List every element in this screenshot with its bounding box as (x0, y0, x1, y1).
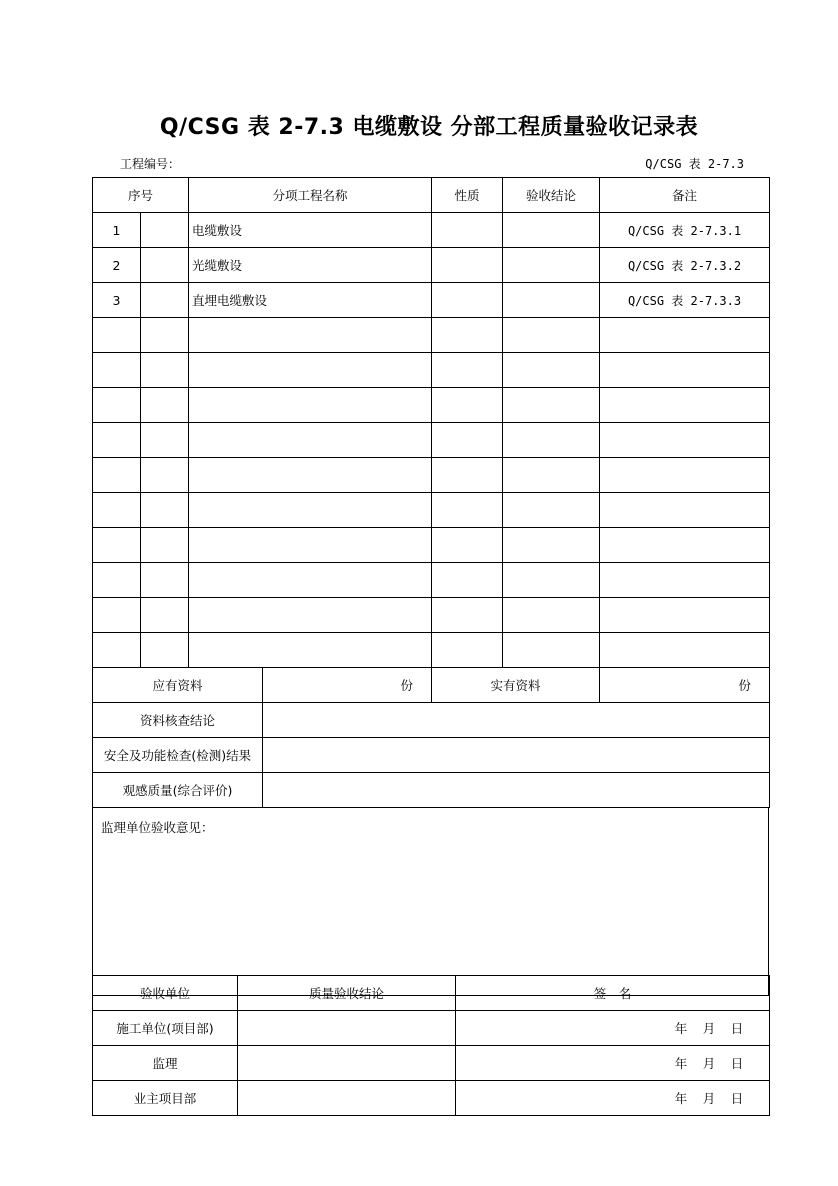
row-number[interactable] (93, 633, 141, 668)
header-no: 序号 (93, 178, 189, 213)
row-note[interactable] (600, 563, 770, 598)
row-sub-number[interactable] (141, 353, 189, 388)
year-label: 年 (674, 1021, 688, 1036)
signoff-header-unit: 验收单位 (93, 976, 238, 1011)
table-row (93, 423, 770, 458)
form-code: Q/CSG 表 2-7.3 (645, 157, 744, 171)
row-sub-number[interactable] (141, 213, 189, 248)
row-sub-number[interactable] (141, 388, 189, 423)
row-nature[interactable] (432, 598, 503, 633)
unit-label: 份 (400, 678, 413, 693)
year-label: 年 (674, 1091, 688, 1106)
header-conclusion: 验收结论 (503, 178, 600, 213)
row-note[interactable] (600, 458, 770, 493)
row-number: 3 (93, 283, 141, 318)
table-row (93, 563, 770, 598)
signoff-signature-field[interactable] (456, 1081, 770, 1116)
row-name[interactable] (189, 388, 432, 423)
row-number[interactable] (93, 528, 141, 563)
month-label: 月 (702, 1056, 716, 1071)
doc-check-label: 资料核查结论 (93, 703, 263, 738)
row-note: Q/CSG 表 2-7.3.3 (600, 283, 770, 318)
row-name[interactable] (189, 598, 432, 633)
row-sub-number[interactable] (141, 528, 189, 563)
row-note[interactable] (600, 493, 770, 528)
signoff-conclusion-field[interactable] (238, 1046, 456, 1081)
row-number[interactable] (93, 493, 141, 528)
row-number[interactable] (93, 598, 141, 633)
signoff-unit: 监理 (93, 1046, 238, 1081)
opinion-table (92, 807, 769, 996)
header-nature: 性质 (432, 178, 503, 213)
sub-project-table (92, 177, 770, 668)
row-conclusion[interactable] (503, 318, 600, 353)
row-conclusion[interactable] (503, 528, 600, 563)
row-nature[interactable] (432, 353, 503, 388)
safety-check-field[interactable] (263, 738, 770, 773)
row-conclusion[interactable] (503, 493, 600, 528)
row-name: 光缆敷设 (189, 248, 432, 283)
row-number[interactable] (93, 458, 141, 493)
row-name[interactable] (189, 563, 432, 598)
row-name[interactable] (189, 528, 432, 563)
row-nature[interactable] (432, 493, 503, 528)
row-sub-number[interactable] (141, 248, 189, 283)
row-sub-number[interactable] (141, 458, 189, 493)
row-note[interactable] (600, 633, 770, 668)
table-row (93, 528, 770, 563)
row-number[interactable] (93, 318, 141, 353)
row-nature[interactable] (432, 458, 503, 493)
row-conclusion[interactable] (503, 458, 600, 493)
table-header-row (93, 178, 770, 213)
year-label: 年 (674, 1056, 688, 1071)
row-conclusion[interactable] (503, 213, 600, 248)
row-sub-number[interactable] (141, 283, 189, 318)
row-sub-number[interactable] (141, 423, 189, 458)
row-number[interactable] (93, 388, 141, 423)
row-sub-number[interactable] (141, 633, 189, 668)
row-note: Q/CSG 表 2-7.3.2 (600, 248, 770, 283)
day-label: 日 (730, 1056, 744, 1071)
row-name[interactable] (189, 633, 432, 668)
row-sub-number[interactable] (141, 493, 189, 528)
header-note: 备注 (600, 178, 770, 213)
signoff-conclusion-field[interactable] (238, 1081, 456, 1116)
table-row (93, 458, 770, 493)
signoff-unit: 业主项目部 (93, 1081, 238, 1116)
row-name[interactable] (189, 318, 432, 353)
actual-docs-label: 实有资料 (432, 668, 600, 703)
day-label: 日 (730, 1091, 744, 1106)
unit-label: 份 (738, 678, 751, 693)
row-nature[interactable] (432, 213, 503, 248)
row-nature[interactable] (432, 633, 503, 668)
row-conclusion[interactable] (503, 388, 600, 423)
table-row (93, 493, 770, 528)
actual-docs-field[interactable] (600, 668, 770, 703)
row-number: 1 (93, 213, 141, 248)
signoff-row (93, 1011, 770, 1046)
row-nature[interactable] (432, 423, 503, 458)
row-conclusion[interactable] (503, 598, 600, 633)
header-name: 分项工程名称 (189, 178, 432, 213)
signoff-unit: 施工单位(项目部) (93, 1011, 238, 1046)
safety-check-label: 安全及功能检查(检测)结果 (93, 738, 263, 773)
row-note: Q/CSG 表 2-7.3.1 (600, 213, 770, 248)
row-note[interactable] (600, 318, 770, 353)
signoff-conclusion-field[interactable] (238, 1011, 456, 1046)
required-docs-label: 应有资料 (93, 668, 263, 703)
table-row (93, 353, 770, 388)
signoff-header-signature: 签 名 (456, 976, 770, 1011)
month-label: 月 (702, 1091, 716, 1106)
signoff-row (93, 1081, 770, 1116)
row-note[interactable] (600, 528, 770, 563)
row-name[interactable] (189, 353, 432, 388)
supervisor-opinion-field[interactable] (93, 808, 769, 996)
row-name: 直埋电缆敷设 (189, 283, 432, 318)
row-number: 2 (93, 248, 141, 283)
row-nature[interactable] (432, 528, 503, 563)
row-number[interactable] (93, 423, 141, 458)
row-conclusion[interactable] (503, 423, 600, 458)
table-row (93, 598, 770, 633)
day-label: 日 (730, 1021, 744, 1036)
row-conclusion[interactable] (503, 563, 600, 598)
row-number[interactable] (93, 563, 141, 598)
row-number[interactable] (93, 353, 141, 388)
required-docs-field[interactable] (263, 668, 432, 703)
month-label: 月 (702, 1021, 716, 1036)
row-sub-number[interactable] (141, 598, 189, 633)
page-title: Q/CSG 表 2-7.3 电缆敷设 分部工程质量验收记录表 (159, 115, 699, 140)
row-nature[interactable] (432, 318, 503, 353)
row-nature[interactable] (432, 388, 503, 423)
appearance-quality-label: 观感质量(综合评价) (93, 773, 263, 808)
row-note[interactable] (600, 598, 770, 633)
row-note[interactable] (600, 388, 770, 423)
signoff-row (93, 1046, 770, 1081)
table-row (93, 248, 770, 283)
signoff-signature-field[interactable] (456, 1046, 770, 1081)
row-sub-number[interactable] (141, 563, 189, 598)
row-name: 电缆敷设 (189, 213, 432, 248)
row-note[interactable] (600, 353, 770, 388)
row-note[interactable] (600, 423, 770, 458)
row-name[interactable] (189, 493, 432, 528)
row-name[interactable] (189, 458, 432, 493)
row-name[interactable] (189, 423, 432, 458)
signoff-signature-field[interactable] (456, 1011, 770, 1046)
table-row (93, 283, 770, 318)
appearance-quality-field[interactable] (263, 773, 770, 808)
row-nature[interactable] (432, 283, 503, 318)
row-conclusion[interactable] (503, 633, 600, 668)
table-row (93, 213, 770, 248)
row-conclusion[interactable] (503, 283, 600, 318)
signoff-table (92, 975, 770, 1116)
documents-table (92, 667, 770, 808)
row-nature[interactable] (432, 563, 503, 598)
row-sub-number[interactable] (141, 318, 189, 353)
table-row (93, 318, 770, 353)
doc-check-field[interactable] (263, 703, 770, 738)
signoff-header-conclusion: 质量验收结论 (238, 976, 456, 1011)
row-conclusion[interactable] (503, 248, 600, 283)
table-row (93, 388, 770, 423)
row-nature[interactable] (432, 248, 503, 283)
row-conclusion[interactable] (503, 353, 600, 388)
supervisor-opinion-label: 监理单位验收意见： (101, 820, 214, 835)
table-row (93, 633, 770, 668)
project-number-label: 工程编号： (120, 157, 181, 171)
